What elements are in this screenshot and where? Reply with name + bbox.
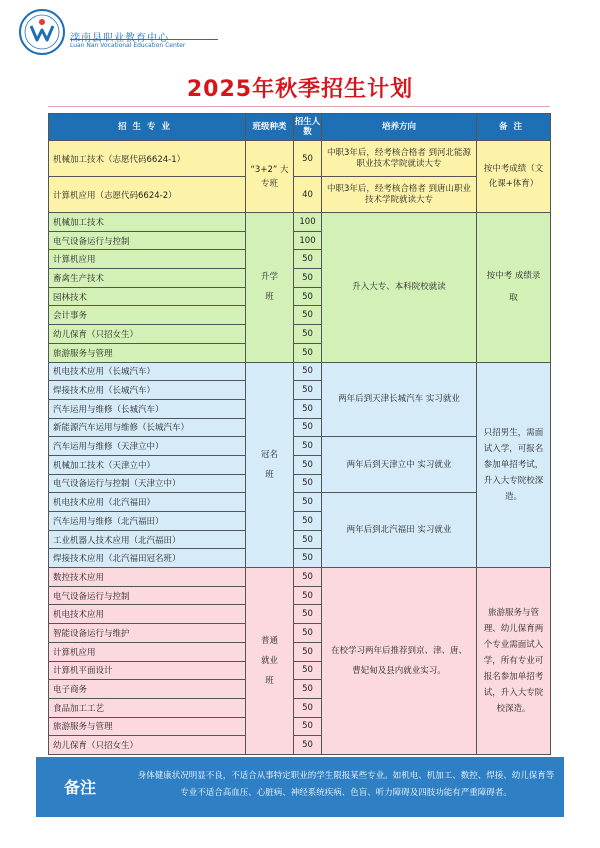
table-row	[49, 213, 551, 232]
count-cell: 50	[294, 530, 322, 549]
major-cell: 计算机应用（志愿代码6624-2）	[49, 177, 246, 213]
count-cell: 50	[294, 141, 322, 177]
major-cell: 园林技术	[49, 287, 246, 306]
major-cell: 机械加工技术	[49, 213, 246, 232]
count-cell: 100	[294, 213, 322, 232]
count-cell: 50	[294, 455, 322, 474]
count-cell: 50	[294, 362, 322, 381]
count-cell: 50	[294, 680, 322, 699]
major-cell: 焊接技术应用（北汽福田冠名班）	[49, 549, 246, 568]
count-cell: 50	[294, 437, 322, 456]
major-cell: 食品加工工艺	[49, 698, 246, 717]
major-cell: 智能设备运行与维护	[49, 624, 246, 643]
header	[18, 8, 278, 58]
major-cell: 电气设备运行与控制	[49, 586, 246, 605]
count-cell: 50	[294, 287, 322, 306]
major-cell: 工业机器人技术应用（北汽福田）	[49, 530, 246, 549]
major-cell: 汽车运用与维修（北汽福田）	[49, 512, 246, 531]
major-cell: 焊接技术应用（长城汽车）	[49, 381, 246, 400]
footer-label: 备注	[64, 778, 97, 797]
footer-note-box	[36, 757, 564, 817]
class-type-cell: 升学班	[246, 213, 294, 363]
count-cell: 50	[294, 250, 322, 269]
col-header-major: 招生专业	[49, 114, 246, 141]
major-cell: 计算机平面设计	[49, 661, 246, 680]
title-divider	[48, 106, 550, 107]
page-title: 2025年秋季招生计划	[186, 77, 414, 102]
note-cell: 旅游服务与管理、幼儿保育两个专业需面试入学，所有专业可报名参加单招考试，升入大专院校深造。	[477, 568, 551, 755]
major-cell: 机械加工技术（志愿代码6624-1）	[49, 141, 246, 177]
direction-cell: 中职3年后，经考核合格者 到河北能源职业技术学院就读大专	[322, 141, 477, 177]
count-cell: 50	[294, 717, 322, 736]
count-cell: 50	[294, 698, 322, 717]
major-cell: 汽车运用与维修（长城汽车）	[49, 399, 246, 418]
count-cell: 50	[294, 381, 322, 400]
major-cell: 畜禽生产技术	[49, 269, 246, 288]
table-row	[49, 177, 551, 213]
col-header-class-type: 班级种类	[246, 114, 294, 141]
note-cell: 按中考成绩（文化课+体育）	[477, 141, 551, 213]
major-cell: 机电技术应用（北汽福田）	[49, 493, 246, 512]
class-type-cell: 普通就业班	[246, 568, 294, 755]
table-row	[49, 437, 551, 456]
org-name-en: Luan Nan Vocational Education Center	[70, 42, 186, 49]
note-cell: 只招男生，需面试入学，可报名参加单招考试，升入大专院校深造。	[477, 362, 551, 568]
count-cell: 50	[294, 269, 322, 288]
major-cell: 幼儿保育（只招女生）	[49, 325, 246, 344]
count-cell: 50	[294, 661, 322, 680]
count-cell: 100	[294, 231, 322, 250]
major-cell: 电气设备运行与控制（天津立中）	[49, 474, 246, 493]
count-cell: 50	[294, 624, 322, 643]
enrollment-table	[48, 113, 551, 755]
count-cell: 50	[294, 642, 322, 661]
count-cell: 50	[294, 605, 322, 624]
count-cell: 50	[294, 399, 322, 418]
col-header-count: 招生人数	[294, 114, 322, 141]
col-header-note: 备注	[477, 114, 551, 141]
major-cell: 旅游服务与管理	[49, 717, 246, 736]
count-cell: 50	[294, 306, 322, 325]
direction-cell: 两年后到北汽福田 实习就业	[322, 493, 477, 568]
table-header-row	[49, 114, 551, 141]
table-row	[49, 568, 551, 587]
major-cell: 计算机应用	[49, 250, 246, 269]
count-cell: 50	[294, 549, 322, 568]
note-cell: 按中考 成绩录取	[477, 213, 551, 363]
direction-cell: 两年后到天津长城汽车 实习就业	[322, 362, 477, 437]
direction-cell: 在校学习两年后推荐到京、津、唐、曹妃甸及县内就业实习。	[322, 568, 477, 755]
count-cell: 50	[294, 474, 322, 493]
count-cell: 50	[294, 493, 322, 512]
major-cell: 计算机应用	[49, 642, 246, 661]
count-cell: 40	[294, 177, 322, 213]
major-cell: 机电技术应用	[49, 605, 246, 624]
direction-cell: 中职3年后，经考核合格者 到唐山职业技术学院就读大专	[322, 177, 477, 213]
count-cell: 50	[294, 586, 322, 605]
footer-text: 身体健康状况明显不良，不适合从事特定职业的学生限报某些专业。如机电、机加工、数控、焊接、幼儿保育等专业不适合高血压、心脏病、神经系统疾病、色盲、听力障碍及四肢功能有严重障碍者。	[137, 771, 555, 798]
org-divider	[70, 39, 218, 40]
class-type-cell: “3+2” 大专班	[246, 141, 294, 213]
school-emblem-icon	[18, 8, 66, 56]
major-cell: 数控技术应用	[49, 568, 246, 587]
direction-cell: 升入大专、本科院校就读	[322, 213, 477, 363]
major-cell: 幼儿保育（只招女生）	[49, 736, 246, 755]
major-cell: 电气设备运行与控制	[49, 231, 246, 250]
count-cell: 50	[294, 568, 322, 587]
major-cell: 机电技术应用（长城汽车）	[49, 362, 246, 381]
major-cell: 旅游服务与管理	[49, 343, 246, 362]
major-cell: 汽车运用与维修（天津立中）	[49, 437, 246, 456]
table-row	[49, 141, 551, 177]
direction-cell: 两年后到天津立中 实习就业	[322, 437, 477, 493]
class-type-cell: 冠名班	[246, 362, 294, 568]
count-cell: 50	[294, 736, 322, 755]
table-row	[49, 493, 551, 512]
count-cell: 50	[294, 418, 322, 437]
table-row	[49, 362, 551, 381]
major-cell: 机械加工技术（天津立中）	[49, 455, 246, 474]
major-cell: 新能源汽车运用与维修（长城汽车）	[49, 418, 246, 437]
count-cell: 50	[294, 512, 322, 531]
count-cell: 50	[294, 343, 322, 362]
major-cell: 电子商务	[49, 680, 246, 699]
col-header-direction: 培养方向	[322, 114, 477, 141]
major-cell: 会计事务	[49, 306, 246, 325]
count-cell: 50	[294, 325, 322, 344]
